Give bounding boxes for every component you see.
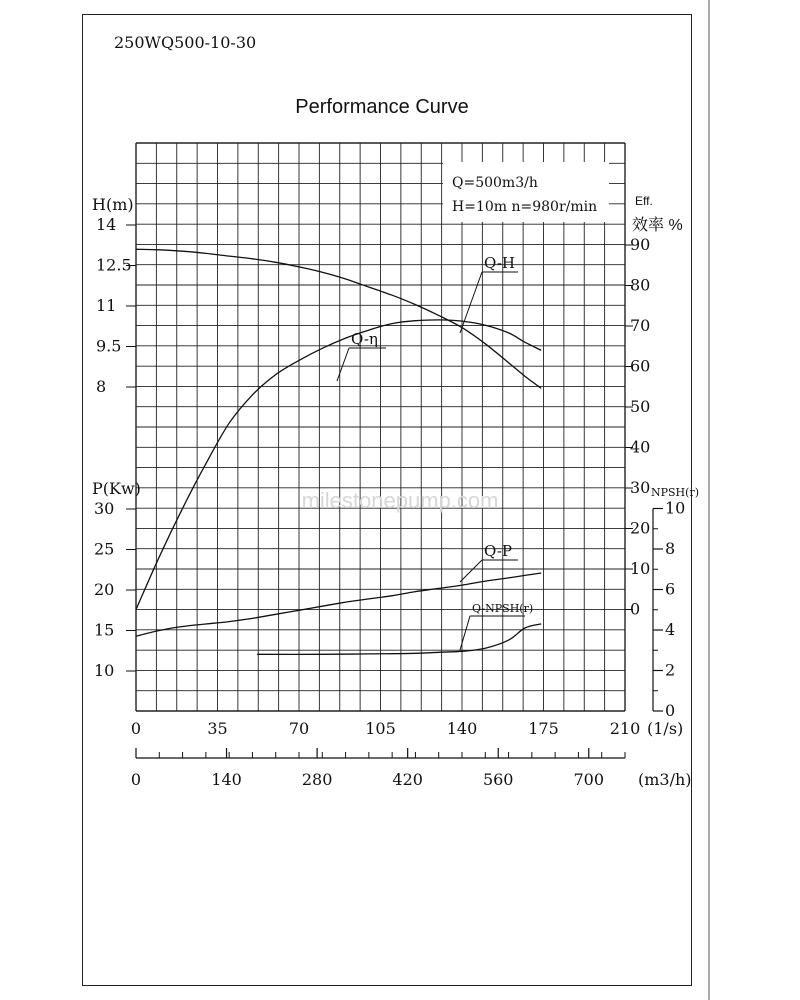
power-tick-label: 10 bbox=[94, 661, 115, 680]
x-tick-label: 105 bbox=[365, 719, 396, 738]
eff-tick-label: 40 bbox=[630, 437, 651, 457]
leader-q-eta bbox=[337, 348, 386, 381]
npsh-axis-title: NPSH(r) bbox=[651, 486, 699, 499]
x-tick-label: 70 bbox=[288, 719, 310, 738]
power-axis-title: P(Kw) bbox=[92, 479, 141, 498]
npsh-tick-label: 4 bbox=[665, 620, 676, 639]
head-tick-label: 8 bbox=[96, 377, 107, 396]
x2-tick-label: 560 bbox=[482, 770, 514, 789]
head-tick-label: 9.5 bbox=[96, 336, 122, 356]
leader-q-p bbox=[460, 560, 518, 582]
x2-tick-label: 280 bbox=[301, 770, 333, 789]
npsh-tick-label: 2 bbox=[665, 660, 676, 680]
eff-tick-label: 30 bbox=[630, 478, 651, 497]
eff-tick-label: 20 bbox=[630, 518, 651, 538]
x-tick-label: 210 bbox=[609, 719, 641, 738]
watermark: milestonepump.com bbox=[301, 488, 499, 513]
info-head-speed: H=10m n=980r/min bbox=[452, 199, 598, 215]
label-q-h: Q-H bbox=[484, 254, 515, 272]
head-axis-title: H(m) bbox=[92, 195, 134, 214]
label-q-p: Q-P bbox=[484, 542, 513, 560]
power-tick-label: 25 bbox=[94, 539, 115, 559]
x-tick-label: 0 bbox=[130, 719, 142, 738]
eff-axis-label: Eff. bbox=[635, 194, 653, 208]
npsh-tick-label: 10 bbox=[665, 498, 686, 518]
x2-axis-unit: (m3/h) bbox=[638, 770, 692, 789]
grid bbox=[136, 143, 625, 711]
head-tick-label: 11 bbox=[96, 296, 117, 315]
leader-q-npsh bbox=[460, 616, 525, 650]
x2-tick-label: 0 bbox=[130, 770, 142, 789]
eff-tick-label: 0 bbox=[630, 599, 641, 619]
eff-tick-label: 60 bbox=[630, 356, 651, 376]
eff-tick-label: 10 bbox=[630, 559, 651, 578]
chart-title: Performance Curve bbox=[295, 96, 469, 118]
leader-q-h bbox=[460, 272, 518, 333]
x-tick-label: 140 bbox=[446, 719, 478, 738]
label-q-npsh: Q-NPSH(r) bbox=[472, 602, 534, 615]
eff-tick-label: 90 bbox=[630, 235, 651, 254]
npsh-tick-label: 8 bbox=[665, 539, 676, 558]
npsh-tick-label: 0 bbox=[665, 701, 676, 720]
info-flow: Q=500m3/h bbox=[452, 175, 538, 191]
power-tick-label: 15 bbox=[94, 620, 115, 640]
x2-tick-label: 140 bbox=[211, 770, 242, 789]
x2-tick-label: 420 bbox=[392, 770, 423, 789]
label-q-eta: Q-η bbox=[351, 330, 378, 348]
eff-tick-label: 50 bbox=[630, 397, 651, 416]
power-tick-label: 20 bbox=[94, 580, 115, 599]
power-tick-label: 30 bbox=[94, 499, 115, 518]
x-axis-unit: (1/s) bbox=[647, 719, 684, 738]
npsh-tick-label: 6 bbox=[665, 579, 676, 599]
head-tick-label: 12.5 bbox=[96, 255, 132, 275]
head-tick-label: 14 bbox=[96, 215, 117, 234]
eff-tick-label: 70 bbox=[630, 316, 651, 335]
x-tick-label: 175 bbox=[528, 719, 559, 738]
eff-axis-cn: 效率 % bbox=[632, 217, 683, 234]
pump-model: 250WQ500-10-30 bbox=[114, 33, 257, 52]
x2-tick-label: 700 bbox=[573, 770, 605, 789]
x-tick-label: 35 bbox=[207, 719, 228, 738]
eff-tick-label: 80 bbox=[630, 275, 651, 295]
